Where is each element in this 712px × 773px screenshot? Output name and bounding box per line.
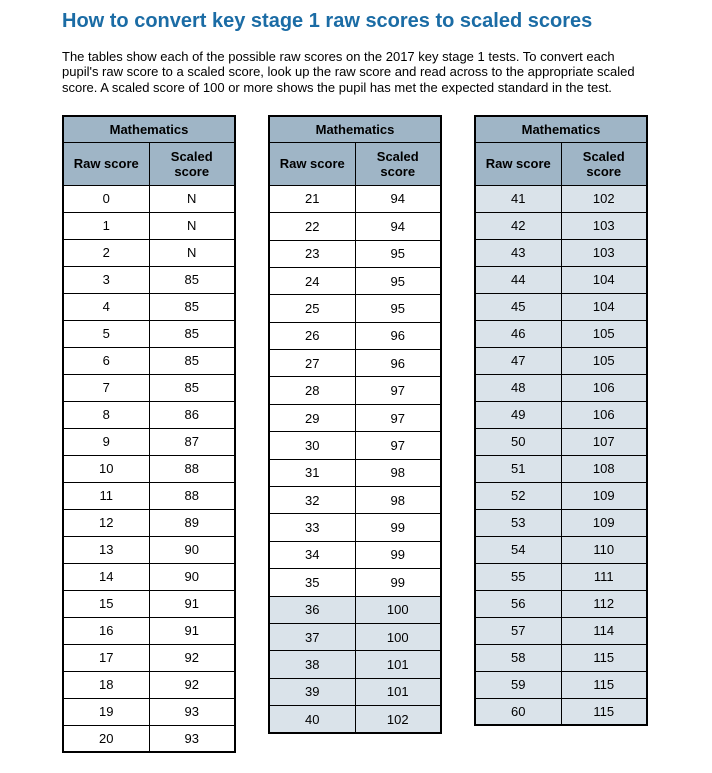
scaled-score-cell: 91 (149, 617, 235, 644)
raw-score-cell: 48 (475, 374, 561, 401)
raw-score-cell: 40 (269, 706, 355, 733)
table-row (63, 590, 235, 617)
table-row (63, 293, 235, 320)
raw-score-cell: 16 (63, 617, 149, 644)
table-row (63, 536, 235, 563)
scaled-score-cell: 86 (149, 401, 235, 428)
table-row (269, 377, 441, 404)
scaled-score-cell: 112 (561, 590, 647, 617)
raw-score-cell: 53 (475, 509, 561, 536)
raw-score-cell: 39 (269, 678, 355, 705)
scaled-score-cell: 105 (561, 320, 647, 347)
table-row (63, 671, 235, 698)
raw-score-cell: 27 (269, 350, 355, 377)
table-row (475, 563, 647, 590)
raw-score-cell: 46 (475, 320, 561, 347)
raw-score-header: Raw score (269, 142, 355, 185)
table-row (475, 455, 647, 482)
scaled-score-cell: 109 (561, 509, 647, 536)
scaled-score-cell: 96 (355, 350, 441, 377)
raw-score-cell: 26 (269, 322, 355, 349)
raw-score-cell: 22 (269, 213, 355, 240)
table-row (269, 322, 441, 349)
scaled-score-cell: 114 (561, 617, 647, 644)
table-row (269, 432, 441, 459)
scaled-score-cell: 106 (561, 374, 647, 401)
scaled-score-cell: 85 (149, 374, 235, 401)
table-row (475, 428, 647, 455)
document-page (62, 10, 652, 753)
raw-score-cell: 6 (63, 347, 149, 374)
scaled-score-cell: 109 (561, 482, 647, 509)
raw-score-cell: 57 (475, 617, 561, 644)
table-row (269, 541, 441, 568)
table-row (63, 347, 235, 374)
table-row (63, 185, 235, 212)
table-row (63, 698, 235, 725)
maths-conversion-table-2 (268, 115, 442, 734)
table-row (63, 482, 235, 509)
maths-conversion-table-1 (62, 115, 236, 753)
table-row (475, 671, 647, 698)
scaled-score-cell: 89 (149, 509, 235, 536)
scaled-score-cell: 99 (355, 569, 441, 596)
table-row (63, 509, 235, 536)
scaled-score-cell: 97 (355, 432, 441, 459)
scaled-score-cell: 111 (561, 563, 647, 590)
table-row (63, 212, 235, 239)
table-row (269, 459, 441, 486)
table-row (475, 320, 647, 347)
scaled-score-cell: 105 (561, 347, 647, 374)
table-row (475, 401, 647, 428)
raw-score-cell: 41 (475, 185, 561, 212)
table-row (475, 536, 647, 563)
table-row (269, 213, 441, 240)
raw-score-cell: 23 (269, 240, 355, 267)
table-row (269, 404, 441, 431)
raw-score-cell: 51 (475, 455, 561, 482)
table-row (475, 185, 647, 212)
raw-score-cell: 45 (475, 293, 561, 320)
raw-score-cell: 35 (269, 569, 355, 596)
table-subject-header: Mathematics (475, 116, 647, 142)
scaled-score-cell: 92 (149, 644, 235, 671)
raw-score-cell: 58 (475, 644, 561, 671)
raw-score-cell: 38 (269, 651, 355, 678)
raw-score-cell: 5 (63, 320, 149, 347)
scaled-score-cell: 103 (561, 239, 647, 266)
raw-score-cell: 59 (475, 671, 561, 698)
table-row (269, 596, 441, 623)
scaled-score-cell: N (149, 185, 235, 212)
intro-paragraph: The tables show each of the possible raw scores on the 2017 key stage 1 tests. To convert each pupil's raw score to a scaled score, look up the raw score and read across to the appropriate scaled score. A scaled score of 100 or more shows the pupil has met the expected standard in the test. (62, 49, 635, 95)
scaled-score-cell: 101 (355, 678, 441, 705)
scaled-score-cell: 85 (149, 293, 235, 320)
raw-score-cell: 4 (63, 293, 149, 320)
raw-score-cell: 24 (269, 267, 355, 294)
scaled-score-cell: 115 (561, 644, 647, 671)
raw-score-cell: 19 (63, 698, 149, 725)
conversion-tables (62, 115, 652, 753)
raw-score-cell: 12 (63, 509, 149, 536)
raw-score-cell: 13 (63, 536, 149, 563)
raw-score-cell: 47 (475, 347, 561, 374)
table-row (475, 374, 647, 401)
table-row (475, 239, 647, 266)
scaled-score-cell: 93 (149, 725, 235, 752)
table-row (269, 185, 441, 212)
scaled-score-cell: N (149, 239, 235, 266)
raw-score-cell: 33 (269, 514, 355, 541)
scaled-score-cell: 101 (355, 651, 441, 678)
raw-score-cell: 10 (63, 455, 149, 482)
raw-score-cell: 29 (269, 404, 355, 431)
scaled-score-cell: N (149, 212, 235, 239)
table-row (269, 487, 441, 514)
table-row (269, 295, 441, 322)
table-row (63, 320, 235, 347)
table-row (475, 347, 647, 374)
scaled-score-cell: 115 (561, 698, 647, 725)
table-row (269, 569, 441, 596)
scaled-score-header: Scaled score (561, 142, 647, 185)
scaled-score-cell: 90 (149, 563, 235, 590)
scaled-score-cell: 100 (355, 596, 441, 623)
scaled-score-cell: 95 (355, 267, 441, 294)
raw-score-cell: 17 (63, 644, 149, 671)
scaled-score-cell: 94 (355, 185, 441, 212)
table-row (269, 651, 441, 678)
table-row (63, 617, 235, 644)
scaled-score-cell: 88 (149, 455, 235, 482)
table-row (63, 401, 235, 428)
raw-score-cell: 8 (63, 401, 149, 428)
raw-score-cell: 28 (269, 377, 355, 404)
raw-score-cell: 37 (269, 623, 355, 650)
raw-score-cell: 31 (269, 459, 355, 486)
table-row (475, 509, 647, 536)
scaled-score-header: Scaled score (149, 142, 235, 185)
table-row (475, 293, 647, 320)
raw-score-cell: 7 (63, 374, 149, 401)
raw-score-cell: 55 (475, 563, 561, 590)
raw-score-cell: 54 (475, 536, 561, 563)
table-row (63, 644, 235, 671)
scaled-score-cell: 85 (149, 347, 235, 374)
table-row (269, 623, 441, 650)
table-row (269, 267, 441, 294)
raw-score-cell: 49 (475, 401, 561, 428)
raw-score-cell: 25 (269, 295, 355, 322)
table-row (475, 212, 647, 239)
table-row (269, 706, 441, 733)
scaled-score-cell: 94 (355, 213, 441, 240)
raw-score-cell: 18 (63, 671, 149, 698)
raw-score-cell: 11 (63, 482, 149, 509)
table-row (63, 455, 235, 482)
scaled-score-cell: 96 (355, 322, 441, 349)
page-title: How to convert key stage 1 raw scores to scaled scores (62, 10, 593, 32)
table-row (475, 590, 647, 617)
scaled-score-cell: 90 (149, 536, 235, 563)
raw-score-cell: 44 (475, 266, 561, 293)
table-row (63, 563, 235, 590)
raw-score-cell: 1 (63, 212, 149, 239)
scaled-score-cell: 100 (355, 623, 441, 650)
scaled-score-cell: 85 (149, 266, 235, 293)
scaled-score-cell: 98 (355, 487, 441, 514)
scaled-score-cell: 106 (561, 401, 647, 428)
scaled-score-cell: 87 (149, 428, 235, 455)
raw-score-cell: 9 (63, 428, 149, 455)
table-row (269, 514, 441, 541)
table-row (475, 698, 647, 725)
scaled-score-cell: 95 (355, 295, 441, 322)
scaled-score-cell: 103 (561, 212, 647, 239)
table-row (475, 266, 647, 293)
table-row (269, 678, 441, 705)
scaled-score-header: Scaled score (355, 142, 441, 185)
scaled-score-cell: 91 (149, 590, 235, 617)
table-row (269, 240, 441, 267)
raw-score-cell: 56 (475, 590, 561, 617)
raw-score-cell: 21 (269, 185, 355, 212)
raw-score-header: Raw score (63, 142, 149, 185)
scaled-score-cell: 97 (355, 404, 441, 431)
scaled-score-cell: 107 (561, 428, 647, 455)
raw-score-cell: 0 (63, 185, 149, 212)
scaled-score-cell: 95 (355, 240, 441, 267)
scaled-score-cell: 102 (561, 185, 647, 212)
scaled-score-cell: 93 (149, 698, 235, 725)
table-row (63, 374, 235, 401)
raw-score-cell: 3 (63, 266, 149, 293)
scaled-score-cell: 104 (561, 293, 647, 320)
scaled-score-cell: 99 (355, 514, 441, 541)
table-row (63, 266, 235, 293)
scaled-score-cell: 108 (561, 455, 647, 482)
raw-score-cell: 30 (269, 432, 355, 459)
scaled-score-cell: 99 (355, 541, 441, 568)
raw-score-cell: 32 (269, 487, 355, 514)
scaled-score-cell: 104 (561, 266, 647, 293)
raw-score-cell: 20 (63, 725, 149, 752)
table-row (475, 617, 647, 644)
raw-score-cell: 52 (475, 482, 561, 509)
table-row (63, 239, 235, 266)
raw-score-cell: 36 (269, 596, 355, 623)
table-row (269, 350, 441, 377)
table-row (475, 644, 647, 671)
scaled-score-cell: 102 (355, 706, 441, 733)
scaled-score-cell: 115 (561, 671, 647, 698)
raw-score-cell: 2 (63, 239, 149, 266)
table-row (63, 428, 235, 455)
raw-score-cell: 14 (63, 563, 149, 590)
scaled-score-cell: 97 (355, 377, 441, 404)
scaled-score-cell: 85 (149, 320, 235, 347)
raw-score-cell: 34 (269, 541, 355, 568)
scaled-score-cell: 88 (149, 482, 235, 509)
table-subject-header: Mathematics (269, 116, 441, 142)
table-subject-header: Mathematics (63, 116, 235, 142)
raw-score-cell: 15 (63, 590, 149, 617)
scaled-score-cell: 92 (149, 671, 235, 698)
raw-score-cell: 60 (475, 698, 561, 725)
raw-score-cell: 42 (475, 212, 561, 239)
maths-conversion-table-3 (474, 115, 648, 726)
raw-score-cell: 50 (475, 428, 561, 455)
scaled-score-cell: 110 (561, 536, 647, 563)
table-row (63, 725, 235, 752)
raw-score-header: Raw score (475, 142, 561, 185)
raw-score-cell: 43 (475, 239, 561, 266)
scaled-score-cell: 98 (355, 459, 441, 486)
table-row (475, 482, 647, 509)
